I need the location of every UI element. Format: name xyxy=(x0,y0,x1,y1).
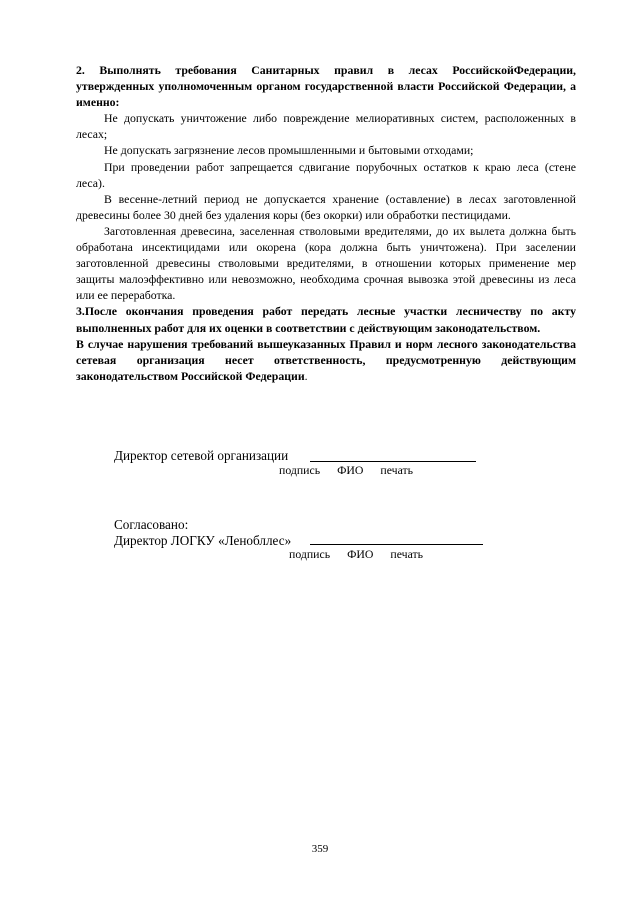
paragraph-pollution: Не допускать загрязнение лесов промышленными и бытовыми отходами; xyxy=(104,143,474,158)
violation-paragraph xyxy=(76,336,576,384)
paragraph-pests: Заготовленная древесина, заселенная стволовыми вредителями, до их вылета должна быть обработана инсектицидами или окорена (кора должна быть уничтожена). При заселении заготовленной древесины стволовыми вредителями, в отношении которых применение мер защиты малоэффективно или невозможно, необходима срочная вывозка этой древесины из леса или ее переработка. xyxy=(76,223,576,303)
document-body xyxy=(76,62,576,384)
violation-period: . xyxy=(304,368,308,383)
approver-caption-stamp: печать xyxy=(390,547,424,561)
paragraph-melioration: Не допускать уничтожение либо повреждение мелиоративных систем, расположенных в лесах; xyxy=(76,111,576,142)
approver-caption-sign: подпись xyxy=(289,547,331,561)
approver-signature-line xyxy=(310,544,483,545)
violation-text: В случае нарушения требований вышеуказанных Правил и норм лесного законодательства сетевая организация несет ответственность, предусмотренную действующим законодательством Российской Федерации xyxy=(76,336,576,383)
paragraph-slash-removal: При проведении работ запрещается сдвигание порубочных остатков к краю леса (стене леса). xyxy=(76,159,576,190)
agreed-label: Согласовано: xyxy=(114,517,189,532)
director-caption-fio: ФИО xyxy=(337,463,364,477)
director-caption-stamp: печать xyxy=(380,463,414,477)
section-3-heading: 3.После окончания проведения работ передать лесные участки лесничеству по акту выполненных работ для их оценки в соответствии с действующим законодательством. xyxy=(76,304,576,335)
director-signature-captions xyxy=(279,463,413,477)
approver-signature-captions xyxy=(289,547,423,561)
section-2-heading: 2. Выполнять требования Санитарных правил в лесах РоссийскойФедерации, утвержденных уполномоченным органом государственной власти Российской Федерации, а именно: xyxy=(76,63,576,110)
page-number: 359 xyxy=(311,843,329,855)
approver-signature-label: Директор ЛОГКУ «Ленобллес» xyxy=(114,533,292,548)
director-signature-label: Директор сетевой организации xyxy=(114,448,289,463)
approver-caption-fio: ФИО xyxy=(347,547,374,561)
director-signature-line xyxy=(310,461,476,462)
paragraph-storage: В весенне-летний период не допускается хранение (оставление) в лесах заготовленной древесины более 30 дней без удаления коры (без окорки) или обработки пестицидами. xyxy=(76,191,576,222)
director-caption-sign: подпись xyxy=(279,463,321,477)
